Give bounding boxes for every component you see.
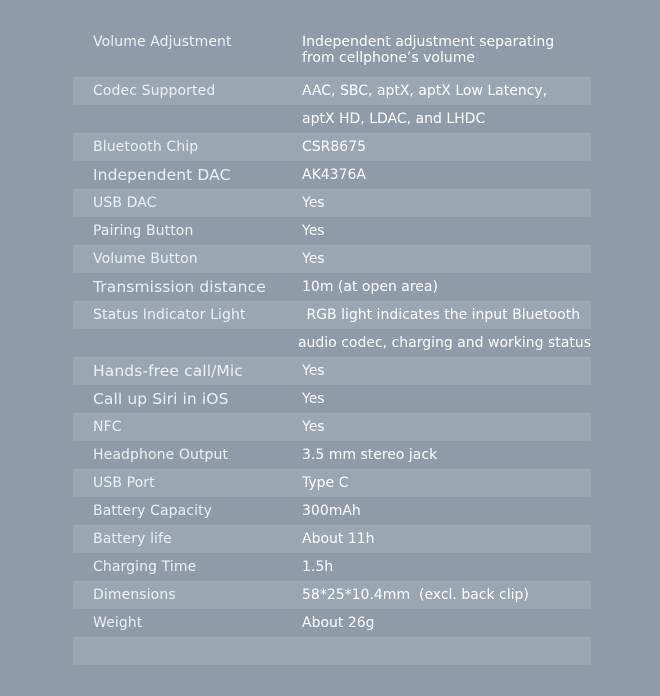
spec-table xyxy=(73,26,591,665)
spec-value: Yes xyxy=(302,363,325,379)
spec-label: Volume Button xyxy=(93,251,198,267)
spec-value-line: Independent adjustment separating xyxy=(302,34,555,50)
spec-row-siri xyxy=(73,385,591,413)
spec-label: Transmission distance xyxy=(93,278,266,296)
spec-value: AK4376A xyxy=(302,167,366,183)
spec-label: Dimensions xyxy=(93,587,176,603)
spec-value: CSR8675 xyxy=(302,139,367,155)
spec-value: Yes xyxy=(302,223,325,239)
spec-value: About 26g xyxy=(302,615,375,631)
spec-value: RGB light indicates the input Bluetooth xyxy=(302,307,581,323)
spec-value: Type C xyxy=(302,475,349,491)
spec-row-independent-dac xyxy=(73,161,591,189)
spec-row-status-indicator-light xyxy=(73,301,591,329)
spec-label: USB Port xyxy=(93,475,155,491)
spec-label: Weight xyxy=(93,615,143,631)
spec-row-bluetooth-chip xyxy=(73,133,591,161)
spec-value-line: from cellphone’s volume xyxy=(302,50,475,66)
spec-row-headphone-output xyxy=(73,441,591,469)
spec-value: audio codec, charging and working status xyxy=(297,335,591,351)
spec-row-battery-life xyxy=(73,525,591,553)
spec-label: Status Indicator Light xyxy=(93,307,246,323)
spec-value: Yes xyxy=(302,195,325,211)
spec-value: 300mAh xyxy=(302,503,361,519)
spec-value: About 11h xyxy=(302,531,375,547)
spec-value: Yes xyxy=(302,251,325,267)
spec-value: AAC, SBC, aptX, aptX Low Latency, xyxy=(302,83,548,99)
spec-label: NFC xyxy=(93,419,122,435)
spec-label: Hands-free call/Mic xyxy=(93,362,243,380)
spec-row-status-indicator-light-cont xyxy=(73,329,591,357)
spec-row-usb-port xyxy=(73,469,591,497)
spec-label: Charging Time xyxy=(93,559,197,575)
spec-value: Yes xyxy=(302,419,325,435)
spec-row-usb-dac xyxy=(73,189,591,217)
spec-label: Codec Supported xyxy=(93,83,216,99)
spec-row-volume-button xyxy=(73,245,591,273)
spec-label: Volume Adjustment xyxy=(93,34,232,50)
spec-value: 1.5h xyxy=(302,559,334,575)
spec-row-weight xyxy=(73,609,591,637)
spec-value: aptX HD, LDAC, and LHDC xyxy=(302,111,486,127)
spec-value: 58*25*10.4mm (excl. back clip) xyxy=(302,587,529,603)
spec-label: Call up Siri in iOS xyxy=(93,390,229,408)
spec-label: Battery life xyxy=(93,531,172,547)
spec-label: Independent DAC xyxy=(93,166,231,184)
spec-row-charging-time xyxy=(73,553,591,581)
spec-label: Headphone Output xyxy=(93,447,229,463)
spec-row-battery-capacity xyxy=(73,497,591,525)
spec-label: Pairing Button xyxy=(93,223,194,239)
spec-label: USB DAC xyxy=(93,195,157,211)
spec-label: Battery Capacity xyxy=(93,503,213,519)
spec-label: Bluetooth Chip xyxy=(93,139,199,155)
spec-row-codec-supported-cont xyxy=(73,105,591,133)
spec-row-hands-free-call xyxy=(73,357,591,385)
spec-row-codec-supported xyxy=(73,77,591,105)
spec-value: Yes xyxy=(302,391,325,407)
spec-row-dimensions xyxy=(73,581,591,609)
spec-row-pairing-button xyxy=(73,217,591,245)
spec-row-volume-adjustment xyxy=(73,26,591,77)
spec-row-nfc xyxy=(73,413,591,441)
spec-value: 3.5 mm stereo jack xyxy=(302,447,438,463)
spec-row-transmission-distance xyxy=(73,273,591,301)
spec-value xyxy=(302,34,591,66)
spec-value: 10m (at open area) xyxy=(302,279,438,295)
spec-row-empty-footer xyxy=(73,637,591,665)
